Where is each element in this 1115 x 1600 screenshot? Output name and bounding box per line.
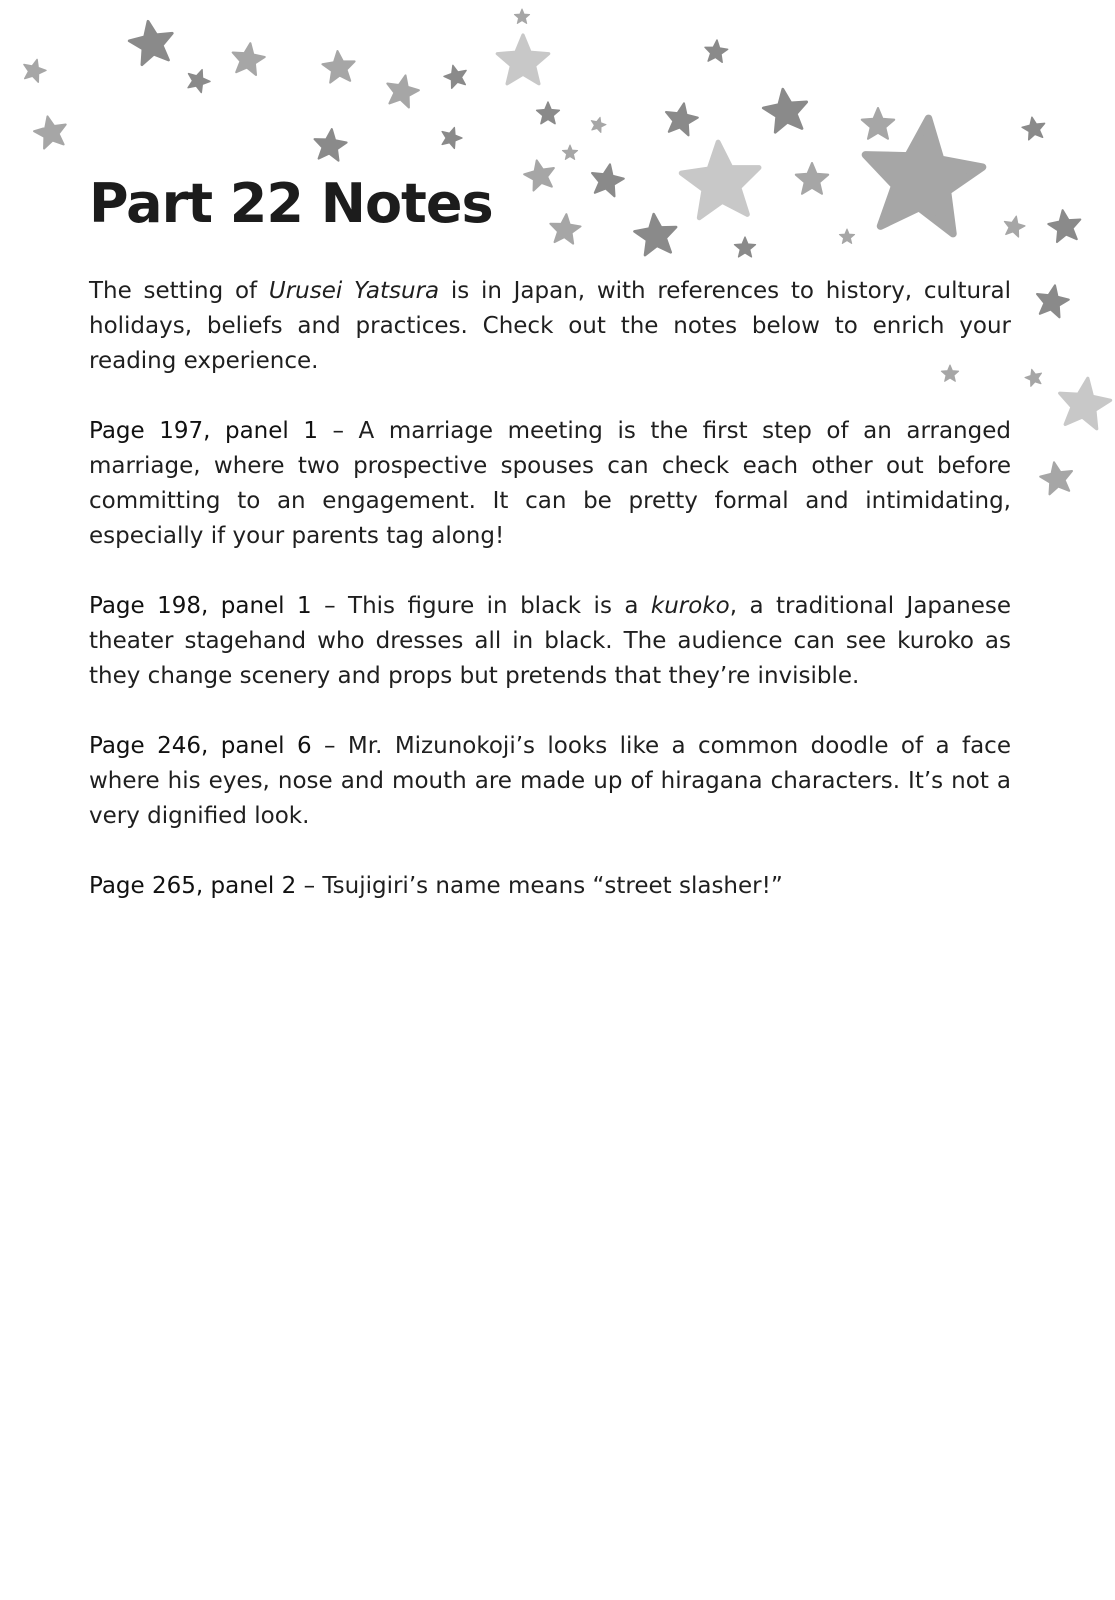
star-icon	[591, 117, 606, 132]
note-reference: Page 265, panel 2	[89, 873, 297, 899]
star-icon	[735, 237, 756, 257]
note-text: – A marriage meeting is the first step of an arranged marriage, where two prospective spouses can check each other out before committing to an engagement. It can be pretty formal and intimidating, especially if your parents tag along!	[89, 418, 1011, 549]
star-icon	[705, 40, 728, 62]
note-text: – Mr. Mizunokoji’s looks like a common doodle of a face where his eyes, nose and mouth are made up of hiragana characters. It’s not a very dignified look.	[89, 733, 1011, 829]
intro-paragraph	[89, 274, 1011, 379]
star-icon	[537, 102, 560, 124]
star-icon	[444, 65, 466, 88]
star-icon	[839, 229, 854, 244]
star-icon	[592, 164, 624, 196]
note-reference: Page 197, panel 1	[89, 418, 318, 444]
star-icon	[681, 142, 759, 218]
star-icon	[635, 214, 677, 255]
note-text: – Tsujigiri’s name means “street slasher!”	[296, 873, 783, 899]
note-text: – This figure in black is a	[311, 593, 651, 619]
star-icon	[514, 9, 529, 24]
note-paragraph	[89, 729, 1011, 834]
star-icon	[1025, 369, 1042, 386]
star-icon	[34, 116, 66, 148]
note-paragraph	[89, 589, 1011, 694]
star-icon	[550, 214, 580, 244]
star-icon	[1060, 378, 1111, 429]
star-icon	[497, 35, 548, 84]
star-icon	[322, 51, 354, 83]
intro-text-before: The setting of	[89, 278, 269, 304]
star-icon	[1048, 210, 1080, 242]
star-icon	[562, 145, 577, 160]
page-title: Part 22 Notes	[89, 172, 493, 235]
note-italic-term: kuroko	[650, 593, 730, 619]
star-icon	[387, 75, 419, 107]
note-paragraph	[89, 414, 1011, 554]
star-icon	[1037, 285, 1069, 317]
note-paragraph	[89, 869, 1011, 904]
intro-text-after: is in Japan, with references to history, cultural holidays, beliefs and practices. Check out the notes below to enrich your reading experience.	[89, 278, 1011, 374]
note-reference: Page 246, panel 6	[89, 733, 312, 759]
star-icon	[129, 21, 172, 64]
star-icon	[233, 43, 265, 75]
intro-title-italic: Urusei Yatsura	[268, 278, 440, 304]
star-icon	[524, 160, 554, 190]
star-icon	[1040, 462, 1072, 494]
note-text: , a traditional Japanese theater stagehand who dresses all in black. The audience can see kuroko as they change scenery and props but pretends that they’re invisible.	[89, 593, 1011, 689]
star-icon	[315, 129, 347, 161]
star-icon	[666, 103, 698, 135]
notes-body	[89, 274, 1011, 939]
star-icon	[1005, 216, 1025, 237]
star-icon	[796, 163, 828, 194]
star-icon	[1022, 117, 1045, 140]
note-reference: Page 198, panel 1	[89, 593, 312, 619]
star-icon	[188, 70, 210, 93]
star-icon	[24, 59, 46, 82]
star-icon	[763, 89, 806, 132]
star-icon	[442, 128, 462, 149]
star-icon	[862, 108, 894, 139]
